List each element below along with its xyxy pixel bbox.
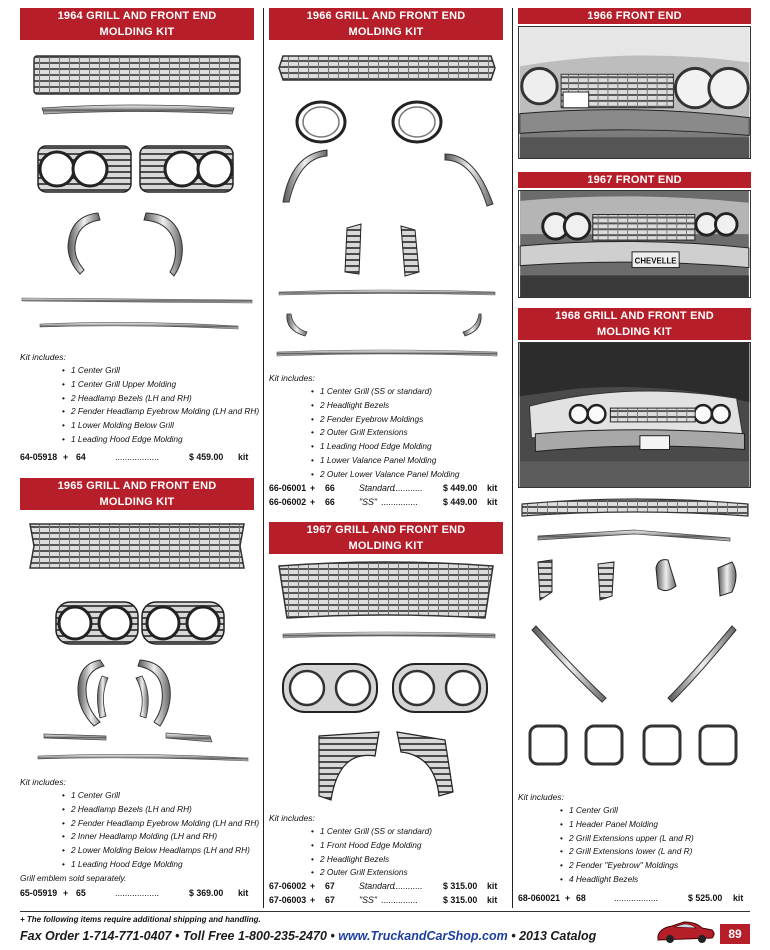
- grill-extension-lower-right-1968: [718, 562, 736, 596]
- includes-list-1965: [62, 789, 259, 872]
- price: $ 449.00: [443, 497, 478, 507]
- shipping-plus-icon: +: [310, 483, 316, 493]
- section-header-1968: [518, 308, 751, 340]
- eyebrow-molding-right-1966: [445, 154, 493, 206]
- list-item: • 1 Center Grill Upper Molding: [62, 378, 259, 392]
- eyebrow-molding-right-1964: [144, 213, 182, 276]
- list-item: • 2 Headlight Bezels: [311, 853, 432, 867]
- list-item: • 1 Leading Hood Edge Molding: [62, 433, 259, 447]
- section-title-1967-kit: 1967 GRILL AND FRONT END: [306, 524, 466, 536]
- headlamp-bezel-left-1965: [56, 602, 138, 644]
- list-item: • 2 Headlamp Bezels (LH and RH): [62, 392, 259, 406]
- leader-dots: ............: [393, 483, 423, 493]
- leader-dots: ............: [393, 881, 423, 891]
- grill-extension-upper-left-1968: [538, 560, 552, 600]
- eyebrow-molding-left-1966: [283, 150, 327, 202]
- section-header-1964: [20, 8, 254, 40]
- lower-molding-right-1965: [166, 733, 212, 742]
- includes-label-1964: Kit includes:: [20, 352, 66, 362]
- unit: kit: [487, 497, 498, 507]
- headlamp-bezel-right-1965: [142, 602, 224, 644]
- inner-molding-left-1965: [97, 676, 108, 718]
- list-item: • 1 Lower Molding Below Grill: [62, 419, 259, 433]
- leader-dots: ..................: [115, 888, 159, 898]
- section-title-1967-front: 1967 FRONT END: [587, 174, 682, 186]
- includes-label-1968: Kit includes:: [518, 792, 564, 802]
- license-plate-text: CHEVELLE: [634, 256, 677, 266]
- price-row-1966-ss: [269, 497, 503, 510]
- headlamp-bezel-right-1964: [140, 146, 233, 192]
- shipping-plus-icon: +: [310, 881, 316, 891]
- list-item: • 1 Center Grill: [62, 789, 259, 803]
- list-item: • 4 Headlight Bezels: [560, 873, 694, 887]
- product-image-1966-grill-kit: [269, 46, 503, 366]
- section-title-1964: 1964 GRILL AND FRONT END: [57, 10, 217, 22]
- shipping-plus-icon: +: [565, 893, 571, 903]
- price: $ 369.00: [189, 888, 224, 898]
- list-item: • 2 Outer Grill Extensions: [311, 426, 459, 440]
- price-row-1965: [20, 888, 254, 901]
- list-item: • 2 Grill Extensions upper (L and R): [560, 832, 694, 846]
- includes-label-1965: Kit includes:: [20, 777, 66, 787]
- unit: kit: [733, 893, 744, 903]
- price: $ 315.00: [443, 881, 478, 891]
- product-image-1968-grill-kit: [518, 492, 751, 784]
- year: 67: [325, 881, 335, 891]
- separator: •: [330, 929, 335, 943]
- leader-dots: ..................: [614, 893, 658, 903]
- hood-edge-molding-1967: [283, 632, 495, 638]
- section-title-1966-front: 1966 FRONT END: [587, 10, 682, 22]
- unit: kit: [487, 881, 498, 891]
- eyebrow-molding-left-1964: [68, 213, 100, 274]
- column-divider-left: [263, 8, 264, 908]
- list-item: • 2 Outer Grill Extensions: [311, 866, 432, 880]
- list-item: • 1 Lower Valance Panel Molding: [311, 454, 459, 468]
- section-header-1967-front: [518, 172, 751, 188]
- price-row-1966-standard: [269, 483, 503, 496]
- year: 66: [325, 483, 335, 493]
- page-number: 89: [720, 924, 750, 944]
- center-grill-1968: [522, 499, 748, 516]
- center-grill-1964: [34, 56, 240, 94]
- shipping-note: [20, 915, 261, 924]
- part-number: 66-06001: [269, 483, 307, 493]
- lower-molding-left-1965: [44, 734, 106, 740]
- grill-extension-left-1966: [345, 224, 361, 274]
- footer-contact-bar: [20, 929, 596, 943]
- website-link[interactable]: www.TruckandCarShop.com: [338, 929, 508, 943]
- shipping-note-text: The following items require additional shipping and handling.: [26, 915, 261, 924]
- part-number: 67-06002: [269, 881, 307, 891]
- list-item: • 2 Lower Molding Below Headlamps (LH and RH): [62, 844, 259, 858]
- photo-1968-front-end: [518, 342, 751, 488]
- lower-valance-right-1966: [463, 314, 481, 336]
- part-number: 65-05919: [20, 888, 58, 898]
- unit: kit: [487, 483, 498, 493]
- hood-edge-molding-1965: [38, 754, 248, 761]
- separator: •: [174, 929, 180, 943]
- toll-free: Toll Free 1-800-235-2470: [182, 929, 327, 943]
- list-item: • 1 Center Grill (SS or standard): [311, 385, 459, 399]
- section-header-1966: [269, 8, 503, 40]
- leader-dots: ..................: [115, 452, 159, 462]
- grill-extension-upper-right-1968: [656, 560, 676, 591]
- list-item: • 2 Fender "Eyebrow" Moldings: [560, 859, 694, 873]
- list-item: • 2 Headlamp Bezels (LH and RH): [62, 803, 259, 817]
- includes-list-1967-kit: [311, 825, 432, 880]
- section-subtitle-1968: MOLDING KIT: [597, 326, 672, 338]
- list-item: • 1 Center Grill (SS or standard): [311, 825, 432, 839]
- part-number: 68-060021: [518, 893, 561, 903]
- price-row-1967-ss: [269, 895, 503, 908]
- unit: kit: [238, 452, 249, 462]
- year: 67: [325, 895, 335, 905]
- inner-molding-right-1965: [136, 676, 148, 718]
- variant: Standard: [359, 881, 395, 891]
- year: 68: [576, 893, 586, 903]
- leader-dots: ...............: [381, 497, 418, 507]
- eyebrow-molding-right-1968: [668, 626, 736, 702]
- shipping-plus-icon: +: [63, 452, 69, 462]
- list-item: • 1 Leading Hood Edge Molding: [62, 858, 259, 872]
- footer-rule: [20, 911, 750, 912]
- photo-1967-front-end: [518, 190, 751, 298]
- lower-molding-1964: [22, 298, 252, 303]
- headlight-bezels-1968: [530, 726, 736, 764]
- product-image-1964-grill-kit: [20, 48, 254, 343]
- section-subtitle-1964: MOLDING KIT: [99, 26, 175, 38]
- list-item: • 1 Center Grill: [62, 364, 259, 378]
- part-number: 67-06003: [269, 895, 307, 905]
- catalog-year: 2013 Catalog: [519, 929, 597, 943]
- grill-extension-lower-left-1968: [598, 562, 614, 600]
- shipping-plus-icon: +: [310, 497, 316, 507]
- list-item: • 1 Leading Hood Edge Molding: [311, 440, 459, 454]
- section-subtitle-1966: MOLDING KIT: [348, 26, 424, 38]
- list-item: • 2 Headlight Bezels: [311, 399, 459, 413]
- list-item: • 1 Center Grill: [560, 804, 694, 818]
- includes-list-1966: [311, 385, 459, 482]
- upper-molding-1964: [42, 105, 234, 114]
- price-row-1968: [518, 893, 751, 906]
- shipping-plus-icon: +: [20, 915, 25, 924]
- unit: kit: [238, 888, 249, 898]
- center-grill-1965: [30, 524, 244, 568]
- year: 66: [325, 497, 335, 507]
- shipping-plus-icon: +: [310, 895, 316, 905]
- grill-extension-left-1967: [319, 732, 379, 800]
- year: 64: [76, 452, 86, 462]
- price: $ 449.00: [443, 483, 478, 493]
- section-title-1966: 1966 GRILL AND FRONT END: [306, 10, 466, 22]
- price-row-1967-standard: [269, 881, 503, 894]
- header-panel-molding-1968: [538, 530, 730, 541]
- list-item: • 2 Outer Lower Valance Panel Molding: [311, 468, 459, 482]
- list-item: • 2 Fender Headlamp Eyebrow Molding (LH and RH): [62, 405, 259, 419]
- part-number: 66-06002: [269, 497, 307, 507]
- year: 65: [76, 888, 86, 898]
- column-divider-right: [512, 8, 513, 908]
- list-item: • 2 Fender Headlamp Eyebrow Molding (LH and RH): [62, 817, 259, 831]
- grill-extension-right-1966: [401, 226, 419, 276]
- fax-order: Fax Order 1-714-771-0407: [20, 929, 172, 943]
- section-subtitle-1967-kit: MOLDING KIT: [348, 540, 424, 552]
- headlight-bezel-left-1966: [297, 102, 345, 142]
- product-image-1965-grill-kit: [20, 518, 254, 773]
- includes-list-1968: [560, 804, 694, 887]
- section-title-1965: 1965 GRILL AND FRONT END: [57, 480, 217, 492]
- includes-list-1964: [62, 364, 259, 447]
- unit: kit: [487, 895, 498, 905]
- separator: •: [511, 929, 516, 943]
- section-subtitle-1965: MOLDING KIT: [99, 496, 175, 508]
- section-title-1968: 1968 GRILL AND FRONT END: [555, 310, 714, 322]
- price-row-1964: [20, 452, 254, 465]
- section-header-1966-front: [518, 8, 751, 24]
- red-car-icon: [654, 918, 716, 946]
- part-number: 64-05918: [20, 452, 58, 462]
- photo-1966-front-end: [518, 26, 751, 159]
- list-item: • 1 Header Panel Molding: [560, 818, 694, 832]
- section-header-1965: [20, 478, 254, 510]
- price: $ 525.00: [688, 893, 723, 903]
- leader-dots: ...............: [381, 895, 418, 905]
- shipping-plus-icon: +: [63, 888, 69, 898]
- list-item: • 2 Grill Extensions lower (L and R): [560, 845, 694, 859]
- headlamp-bezel-left-1964: [38, 146, 131, 192]
- list-item: • 2 Fender Eyebrow Moldings: [311, 413, 459, 427]
- hood-edge-molding-1966: [279, 290, 495, 295]
- includes-label-1967-kit: Kit includes:: [269, 813, 315, 823]
- section-header-1967-kit: [269, 522, 503, 554]
- price: $ 459.00: [189, 452, 224, 462]
- lower-valance-molding-1966: [277, 350, 497, 356]
- includes-label-1966: Kit includes:: [269, 373, 315, 383]
- headlight-bezel-left-1967: [283, 664, 377, 712]
- headlight-bezel-right-1967: [393, 664, 487, 712]
- grill-extension-right-1967: [397, 732, 453, 796]
- variant: "SS": [359, 497, 377, 507]
- list-item: • 2 Inner Headlamp Molding (LH and RH): [62, 830, 259, 844]
- lower-valance-left-1966: [287, 314, 307, 336]
- hood-edge-molding-1964: [40, 322, 238, 329]
- variant: "SS": [359, 895, 377, 905]
- list-item: • 1 Front Hood Edge Molding: [311, 839, 432, 853]
- center-grill-1967: [279, 562, 493, 618]
- headlight-bezel-right-1966: [393, 102, 441, 142]
- price: $ 315.00: [443, 895, 478, 905]
- eyebrow-molding-left-1968: [532, 626, 606, 702]
- grill-emblem-note: Grill emblem sold separately.: [20, 873, 127, 883]
- center-grill-1966: [279, 56, 495, 80]
- product-image-1967-grill-kit: [269, 560, 503, 810]
- variant: Standard: [359, 483, 395, 493]
